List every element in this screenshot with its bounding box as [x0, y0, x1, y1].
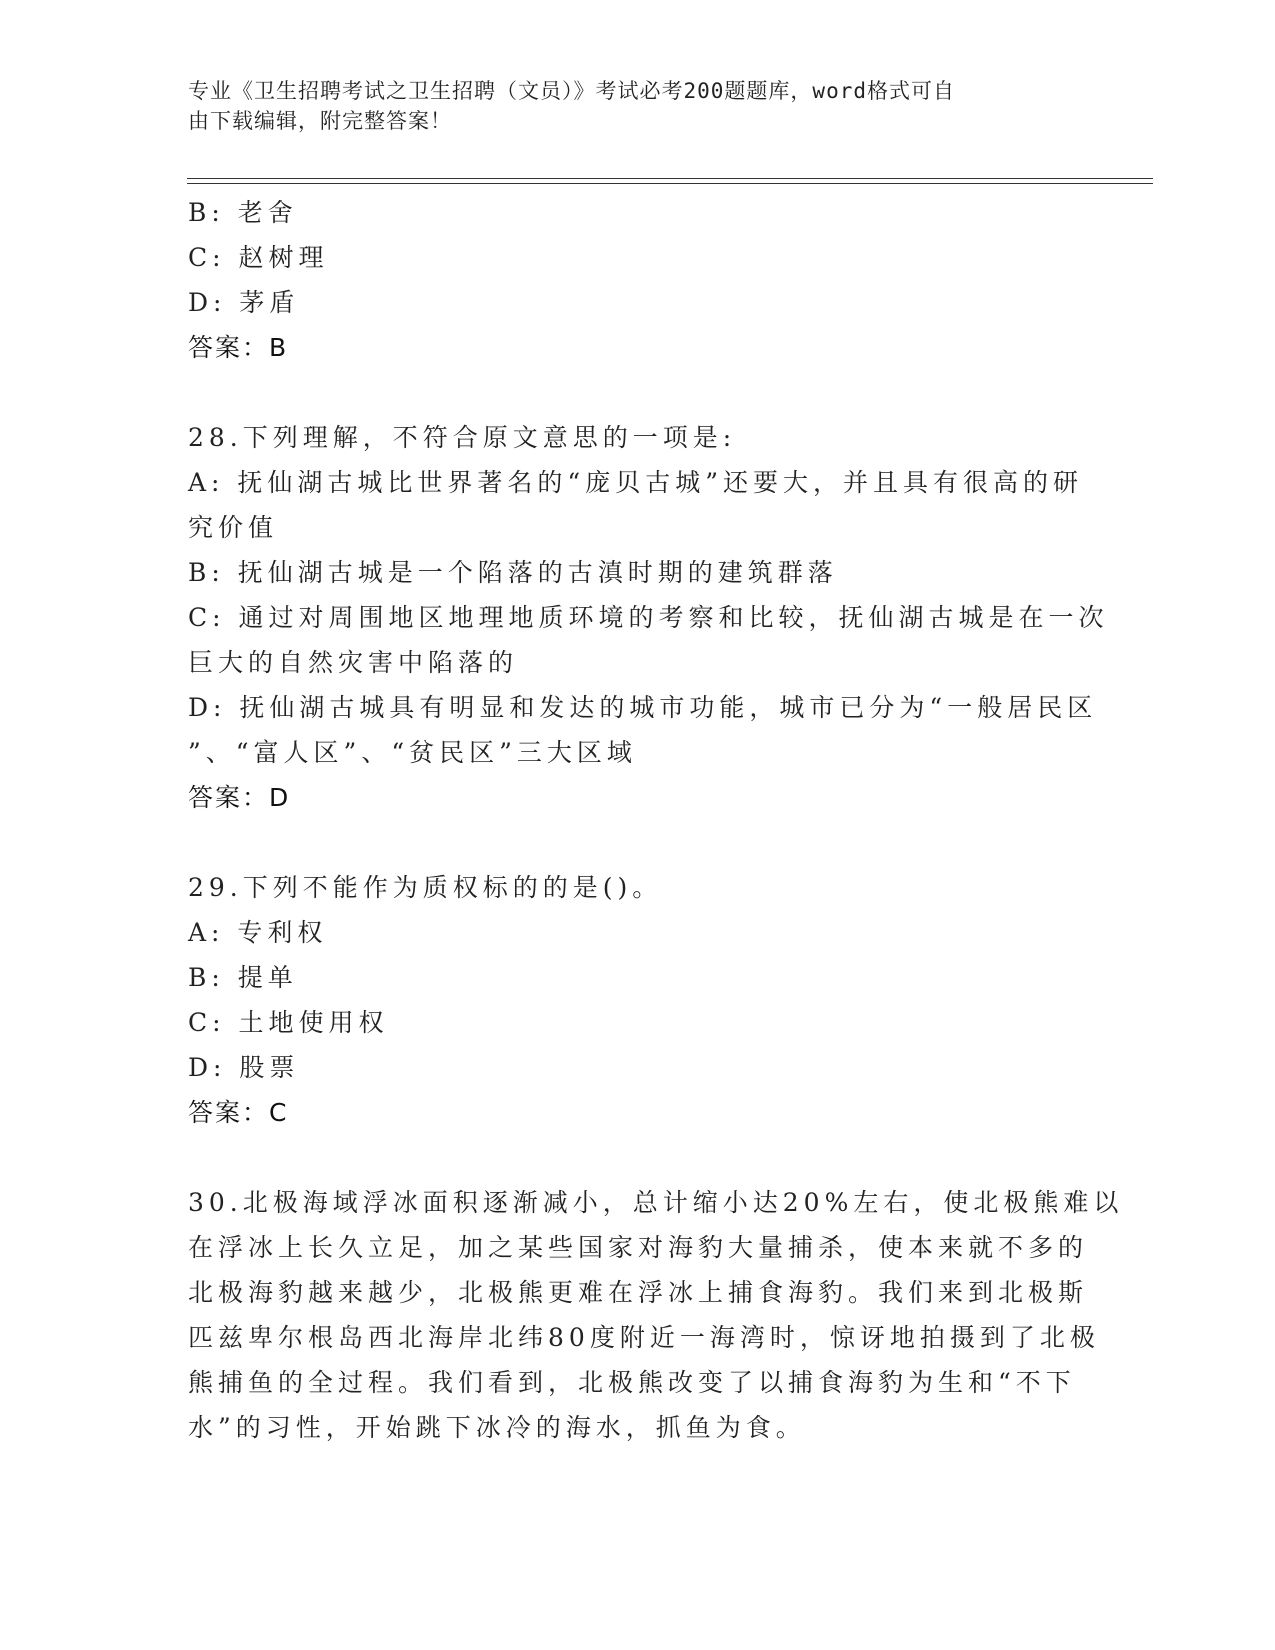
option-c: C: 土地使用权 [188, 1008, 389, 1037]
document-body [188, 190, 1124, 1450]
header-divider-bottom [187, 183, 1153, 184]
option-c: C: 通过对周围地区地理地质环境的考察和比较，抚仙湖古城是在一次 [188, 603, 1109, 632]
document-header [188, 76, 1068, 136]
option-b: B: 老舍 [188, 198, 298, 227]
passage-line-2: 在浮冰上长久立足，加之某些国家对海豹大量捕杀，使本来就不多的 [188, 1233, 1089, 1262]
answer-line: 答案：C [188, 1098, 289, 1127]
spacer [188, 820, 1088, 865]
passage-line-5: 熊捕鱼的全过程。我们看到，北极熊改变了以捕食海豹为生和“不下 [188, 1368, 1076, 1397]
question-30 [188, 1180, 1124, 1450]
option-a: A: 抚仙湖古城比世界著名的“庞贝古城”还要大，并且具有很高的研 [188, 468, 1083, 497]
option-d: D: 股票 [188, 1053, 300, 1082]
option-d-continued: ”、“富人区”、“贫民区”三大区域 [188, 738, 637, 767]
header-line-2: 由下载编辑，附完整答案！ [188, 109, 452, 133]
passage-line-6: 水”的习性，开始跳下冰冷的海水，抓鱼为食。 [188, 1413, 806, 1442]
spacer [188, 370, 1088, 415]
option-d: D: 抚仙湖古城具有明显和发达的城市功能，城市已分为“一般居民区 [188, 693, 1098, 722]
option-c-continued: 巨大的自然灾害中陷落的 [188, 648, 519, 677]
passage-line-1: 30.北极海域浮冰面积逐渐减小，总计缩小达20%左右，使北极熊难以 [188, 1188, 1124, 1217]
passage-line-4: 匹兹卑尔根岛西北海岸北纬80度附近一海湾时，惊讶地拍摄到了北极 [188, 1323, 1100, 1352]
passage-line-3: 北极海豹越来越少，北极熊更难在浮冰上捕食海豹。我们来到北极斯 [188, 1278, 1089, 1307]
answer-line: 答案：B [188, 333, 289, 362]
option-d: D: 茅盾 [188, 288, 300, 317]
header-divider-top [187, 178, 1153, 179]
option-a-continued: 究价值 [188, 513, 279, 542]
answer-line: 答案：D [188, 783, 291, 812]
spacer [188, 1135, 1088, 1180]
option-a: A: 专利权 [188, 918, 328, 947]
question-text: 28.下列理解，不符合原文意思的一项是: [188, 423, 737, 452]
question-text: 29.下列不能作为质权标的的是()。 [188, 873, 663, 902]
question-27 [188, 190, 1088, 370]
question-28 [188, 415, 1109, 820]
question-29 [188, 865, 1088, 1135]
option-b: B: 抚仙湖古城是一个陷落的古滇时期的建筑群落 [188, 558, 838, 587]
option-c: C: 赵树理 [188, 243, 329, 272]
option-b: B: 提单 [188, 963, 298, 992]
header-line-1: 专业《卫生招聘考试之卫生招聘（文员）》考试必考200题题库，word格式可自 [188, 79, 955, 103]
